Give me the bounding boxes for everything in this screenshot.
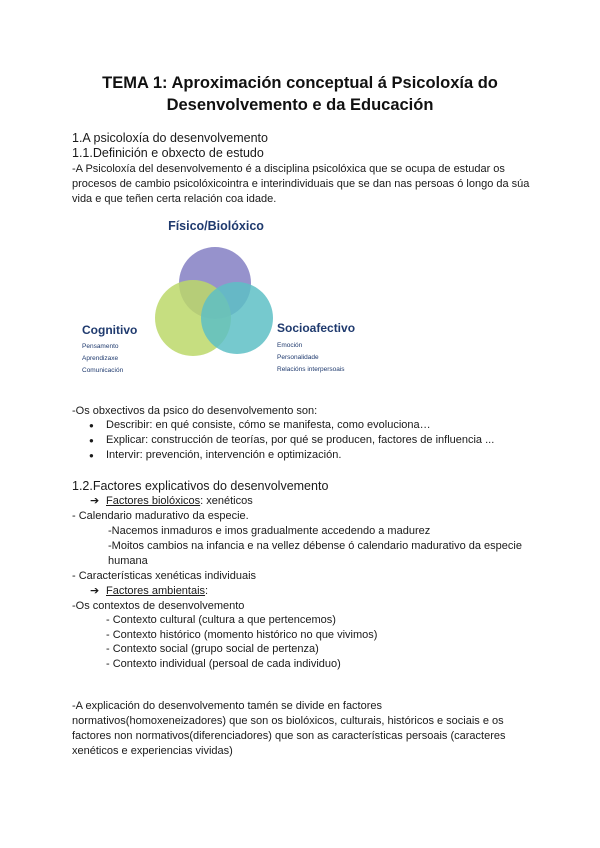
biological-factors-heading	[90, 494, 253, 509]
document-title	[40, 72, 560, 116]
title-line-2: Desenvolvemento e da Educación	[166, 96, 434, 114]
context-item: - Contexto cultural (cultura a que pertencemos)	[106, 614, 336, 626]
context-item: - Contexto social (grupo social de pertenza)	[106, 643, 319, 655]
cognitive-item: Comunicación	[82, 367, 124, 374]
section-1-2-heading: 1.2.Factores explicativos do desenvolvemento	[72, 479, 329, 493]
objective-explain: ● Explicar: construcción de teorías, por qué se producen, factores de influencia ...	[72, 433, 494, 448]
arrow-icon: ➔	[90, 495, 100, 507]
cognitive-item: Pensamento	[82, 343, 119, 350]
title-line-1: TEMA 1: Aproximación conceptual á Psicoloxía do	[102, 74, 498, 92]
socioaffective-item: Relacións interpersoais	[277, 366, 345, 373]
socioaffective-item: Emoción	[277, 342, 303, 349]
objective-describe: ● Describir: en qué consiste, cómo se manifesta, como evoluciona…	[72, 418, 494, 433]
socioaffective-item: Personalidade	[277, 354, 319, 361]
venn-label-cognitive: Cognitivo	[82, 323, 138, 337]
objective-intervene: ● Intervir: prevención, intervención e optimización.	[72, 448, 494, 463]
environmental-factors-label: Factores ambientais	[106, 585, 206, 597]
arrow-icon: ➔	[90, 585, 100, 597]
section-1-1-heading: 1.1.Definición e obxecto de estudo	[72, 146, 264, 160]
maturation-point-1: -Nacemos inmaduros e imos gradualmente accedendo a madurez	[108, 525, 431, 537]
venn-circle-socioaffective	[201, 282, 273, 354]
genetic-characteristics: - Características xenéticas individuais	[72, 570, 257, 582]
section-1-heading: 1.A psicoloxía do desenvolvemento	[72, 131, 268, 145]
objectives-list	[72, 418, 494, 463]
environmental-factors-suffix: :	[205, 585, 209, 597]
contexts-lead: -Os contextos de desenvolvemento	[72, 600, 245, 612]
definition-paragraph: -A Psicoloxía del desenvolvemento é a disciplina psicolóxica que se ocupa de estudar os procesos de cambio psicolóxicointra e interindividuais que se dan nas persoas ó longo da súa vida e que teñen certa relación coa idade.	[72, 163, 530, 205]
venn-label-physical: Físico/Biolóxico	[168, 219, 264, 233]
cognitive-item: Aprendizaxe	[82, 355, 119, 362]
venn-label-socioaffective: Socioafectivo	[277, 321, 356, 335]
maturation-calendar: - Calendario madurativo da especie.	[72, 510, 249, 522]
biological-factors-suffix: : xenéticos	[200, 495, 253, 507]
maturation-point-2-cont: humana	[108, 555, 148, 567]
maturation-point-2: -Moitos cambios na infancia e na vellez débense ó calendario madurativo da especie	[108, 540, 522, 552]
biological-factors-label: Factores biolóxicos	[106, 495, 201, 507]
normative-factors-paragraph: -A explicación do desenvolvemento tamén se divide en factores normativos(homoxeneizadores) que son os biolóxicos, culturais, históricos e sociais e os factores non normativos(diferenciadores) que son as características persoais (caracteres xenéticos e experiencias vividas)	[72, 700, 506, 757]
environmental-factors-heading	[90, 584, 208, 599]
context-item: - Contexto individual (persoal de cada individuo)	[106, 658, 341, 670]
objectives-lead: -Os obxectivos da psico do desenvolvemento son:	[72, 405, 318, 417]
development-areas-venn-diagram	[72, 213, 372, 383]
context-item: - Contexto histórico (momento histórico no que vivimos)	[106, 629, 378, 641]
